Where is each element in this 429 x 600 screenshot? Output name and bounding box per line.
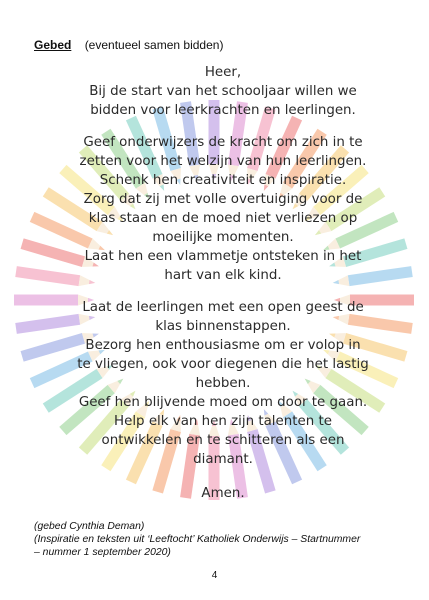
poem-line: bidden voor leerkrachten en leerlingen. — [90, 103, 356, 118]
poem-line: klas staan en de moed niet verliezen op — [88, 211, 358, 226]
poem-line: Laat de leerlingen met een open geest de — [82, 300, 364, 315]
stanza-3 — [50, 298, 396, 469]
stanza-2 — [50, 133, 396, 285]
heading-subtitle: (eventueel samen bidden) — [84, 38, 224, 52]
poem-line: Bezorg hen enthousiasme om er volop in — [85, 338, 361, 353]
prayer-heading — [34, 38, 223, 52]
poem-line: Help elk van hen zijn talenten te — [114, 414, 332, 429]
poem-line: Bij de start van het schooljaar willen we — [89, 84, 357, 99]
poem-line: Laat hen een vlammetje ontsteken in het — [84, 249, 362, 264]
prayer-text — [50, 63, 396, 503]
poem-line: Schenk hen creativiteit en inspiratie. — [99, 173, 347, 188]
poem-line: hart van elk kind. — [164, 268, 282, 283]
credit-source: (Inspiratie en teksten uit ‘Leeftocht’ Katholiek Onderwijs – Startnummer — [34, 534, 361, 545]
credit-author: (gebed Cynthia Deman) — [34, 521, 145, 532]
poem-line: ontwikkelen en te schitteren als een — [101, 433, 345, 448]
poem-line: Zorg dat zij met volle overtuiging voor de — [83, 192, 363, 207]
poem-line: Heer, — [204, 65, 242, 80]
stanza-1 — [50, 63, 396, 120]
poem-line: klas binnenstappen. — [155, 319, 291, 334]
poem-line: Geef hen blijvende moed om door te gaan. — [78, 395, 368, 410]
page-number: 4 — [211, 570, 218, 581]
poem-line: hebben. — [195, 376, 251, 391]
poem-line: zetten voor het welzijn van hun leerlingen. — [79, 154, 367, 169]
closing-amen: Amen. — [201, 486, 245, 501]
poem-line: Geef onderwijzers de kracht om zich in te — [83, 135, 363, 150]
poem-line: te vliegen, ook voor diegenen die het lastig — [77, 357, 369, 372]
poem-line: diamant. — [193, 452, 253, 467]
credit-source-cont: – nummer 1 september 2020) — [34, 547, 171, 558]
source-credit — [34, 520, 404, 559]
poem-line: moeilijke momenten. — [152, 230, 294, 245]
heading-title: Gebed — [34, 38, 72, 52]
